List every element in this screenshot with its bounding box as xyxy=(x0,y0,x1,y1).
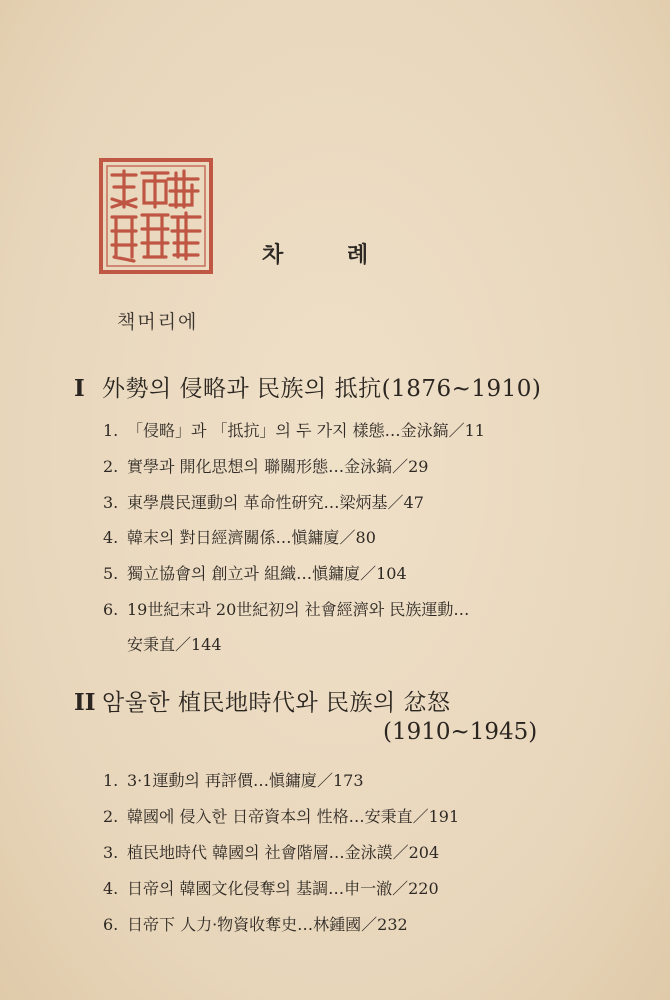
toc-item-text: 實學과 開化思想의 聯關形態…金泳鎬／29 xyxy=(127,457,429,476)
toc-item-continuation: 安秉直／144 xyxy=(127,635,222,654)
toc-item-text: 植民地時代 韓國의 社會階層…金泳謨／204 xyxy=(127,843,440,862)
toc-item-number: 3. xyxy=(103,493,119,512)
toc-item-number: 3. xyxy=(103,843,119,862)
section-numeral: II xyxy=(74,689,96,716)
section-numeral: I xyxy=(74,375,85,402)
section-years: (1910~1945) xyxy=(383,719,538,745)
toc-item-number: 1. xyxy=(103,421,119,440)
toc-item-text: 日帝下 人力·物資收奪史…林鍾國／232 xyxy=(127,915,408,934)
toc-item xyxy=(103,876,439,899)
page-title: 차 례 xyxy=(262,243,397,268)
section-title: 外勢의 侵略과 民族의 抵抗(1876~1910) xyxy=(102,376,542,402)
toc-item-text: 韓末의 對日經濟關係…愼鏞廈／80 xyxy=(127,528,376,547)
section-title: 암울한 植民地時代와 民族의 忿怒 xyxy=(102,690,451,716)
toc-item-number: 2. xyxy=(103,807,119,826)
toc-item xyxy=(103,454,428,477)
toc-item-number: 6. xyxy=(103,915,119,934)
toc-item-number: 4. xyxy=(103,879,119,898)
toc-item-number: 6. xyxy=(103,600,119,619)
toc-item xyxy=(103,768,364,791)
toc-item-number: 2. xyxy=(103,457,119,476)
preface-entry: 책머리에 xyxy=(117,311,199,333)
toc-item-number: 4. xyxy=(103,528,119,547)
toc-item-text: 東學農民運動의 革命性硏究…梁炳基／47 xyxy=(127,493,424,512)
toc-item xyxy=(103,597,469,620)
toc-item xyxy=(103,561,407,584)
toc-item-number: 5. xyxy=(103,564,119,583)
toc-item-text: 獨立協會의 創立과 組織…愼鏞廈／104 xyxy=(127,564,407,583)
toc-item-text: 19世紀末과 20世紀初의 社會經濟와 民族運動… xyxy=(127,600,470,619)
toc-item xyxy=(103,525,376,548)
toc-item xyxy=(103,490,424,513)
toc-item xyxy=(103,912,408,935)
toc-item xyxy=(103,418,485,441)
toc-item xyxy=(103,804,459,827)
toc-item xyxy=(103,840,439,863)
section-heading-2 xyxy=(74,684,451,717)
section-heading-1 xyxy=(74,370,541,403)
toc-item-text: 韓國에 侵入한 日帝資本의 性格…安秉直／191 xyxy=(127,807,460,826)
seal-stamp xyxy=(98,157,214,275)
toc-item-text: 「侵略」과 「抵抗」의 두 가지 樣態…金泳鎬／11 xyxy=(127,421,485,440)
toc-item-text: 日帝의 韓國文化侵奪의 基調…申一澈／220 xyxy=(127,879,439,898)
toc-item-number: 1. xyxy=(103,771,119,790)
toc-item-text: 3·1運動의 再評價…愼鏞廈／173 xyxy=(127,771,364,790)
